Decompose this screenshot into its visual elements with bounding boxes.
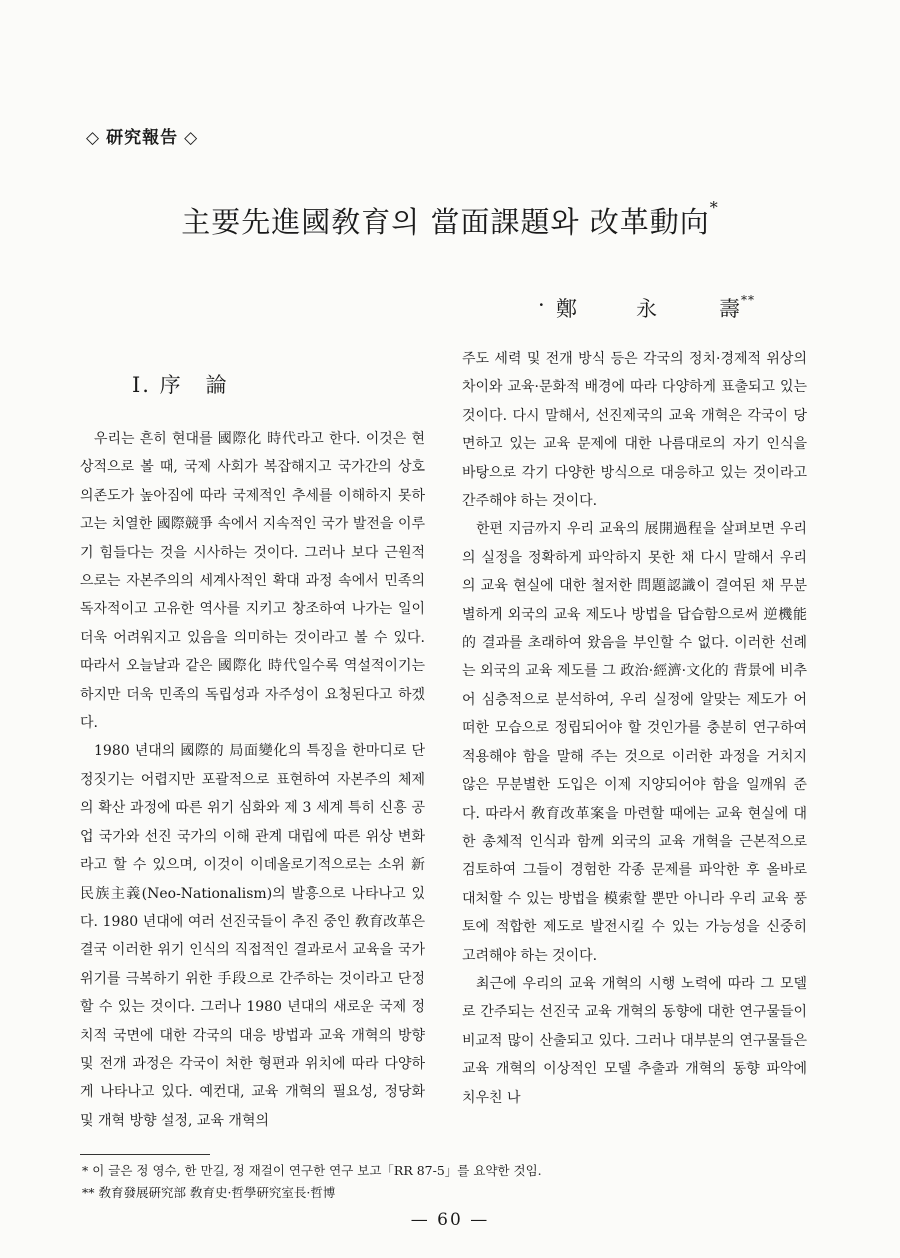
author-name-2: 永 [636,297,658,321]
body-paragraph: 한편 지금까지 우리 교육의 展開過程을 살펴보면 우리의 실정을 정확하게 파악하지 못한 채 다시 말해서 우리의 교육 현실에 대한 철저한 問題認識이 결여된 채 무분별하게 외국의 교육 제도나 방법을 답습함으로써 逆機能的 결과를 초래하여 왔음을 부인할 수 없다. 이러한 선례는 외국의 교육 제도를 그 政治·經濟·文化的 背景에 비추어 심층적으로 분석하여, 우리 실정에 알맞는 제도가 어떠한 모습으로 정립되어야 할 것인가를 충분히 연구하여 적용해야 함을 말해 주는 것으로 이러한 과정을 거치지 않은 무분별한 도입은 이제 지양되어야 함을 일깨워 준다. 따라서 敎育改革案을 마련할 때에는 교육 현실에 대한 총체적 인식과 함께 외국의 교육 개혁을 근본적으로 검토하여 그들이 경험한 각종 문제를 파악한 후 올바로 대처할 수 있는 방법을 模索할 뿐만 아니라 우리 교육 풍토에 적합한 제도로 발전시킬 수 있는 가능성을 신중히 고려해야 하는 것이다. [462,521,807,964]
footnotes [82,1160,802,1204]
diamond-right-icon: ◇ [184,128,199,148]
right-column [462,345,807,1112]
author-name-3: 壽** [719,293,755,321]
author-dot: · [538,293,546,317]
body-paragraph: 우리는 흔히 현대를 國際化 時代라고 한다. 이것은 현상적으로 볼 때, 국제 사회가 복잡해지고 국가간의 상호 의존도가 높아짐에 따라 국제적인 추세를 이해하지 못하고는 치열한 國際競爭 속에서 지속적인 국가 발전을 이루기 힘들다는 것을 시사하는 것이다. 그러나 보다 근원적으로는 자본주의의 세계사적인 확대 과정 속에서 민족의 독자적이고 고유한 역사를 지키고 창조하여 나가는 일이 더욱 어려워지고 있음을 의미하는 것이라고 볼 수 있다. 따라서 오늘날과 같은 國際化 時代일수록 역설적이기는 하지만 더욱 민족의 독립성과 자주성이 요청된다고 하겠다. [80,431,425,732]
body-paragraph: 최근에 우리의 교육 개혁의 시행 노력에 따라 그 모델로 간주되는 선진국 교육 개혁의 동향에 대한 연구물들이 비교적 많이 산출되고 있다. 그러나 대부분의 연구물들은 교육 개혁의 이상적인 모델 추출과 개혁의 동향 파악에 치우친 나 [462,975,807,1106]
body-paragraph: 1980 년대의 國際的 局面變化의 특징을 한마디로 단정짓기는 어렵지만 포괄적으로 표현하여 자본주의 체제의 확산 과정에 따른 위기 심화와 제 3 세계 특히 신흥 공업 국가와 선진 국가의 이해 관계 대립에 따른 위상 변화라고 할 수 있으며, 이것이 이데올로기적으로는 소위 新民族主義(Neo-Nationalism)의 발흥으로 나타나고 있다. 1980 년대에 여러 선진국들이 추진 중인 敎育改革은 결국 이러한 위기 인식의 직접적인 결과로서 교육을 국가 위기를 극복하기 위한 手段으로 간주하는 것이라고 단정할 수 있는 것이다. 그러나 1980 년대의 새로운 국제 정치적 국면에 대한 각국의 대응 방법과 교육 개혁의 방향 및 전개 과정은 각국이 처한 형편과 위치에 따라 다양하게 나타나고 있다. 예컨대, 교육 개혁의 필요성, 정당화 및 개혁 방향 설정, 교육 개혁의 [80,743,425,1129]
page-number: — 60 — [410,1210,490,1230]
report-category-label [80,123,204,148]
footnote-1: * 이 글은 정 영수, 한 만길, 정 재걸이 연구한 연구 보고「RR 87-5」를 요약한 것임. [82,1163,542,1178]
category-text: 研究報告 [106,128,179,148]
article-title [0,200,900,241]
author-name-1: 鄭 [556,297,578,321]
author-footnote-mark: ** [741,293,755,307]
diamond-left-icon: ◇ [86,128,101,148]
footnote-divider [80,1154,210,1155]
title-footnote-mark: * [709,198,719,217]
footnote-2: ** 敎育發展硏究部 敎育史·哲學硏究室長·哲博 [82,1185,336,1200]
left-column [80,345,425,1135]
body-paragraph: 주도 세력 및 전개 방식 등은 각국의 정치·경제적 위상의 차이와 교육·문화적 배경에 따라 다양하게 표출되고 있는 것이다. 다시 말해서, 선진제국의 교육 개혁은 각국이 당면하고 있는 교육 문제에 대한 나름대로의 자기 인식을 바탕으로 각기 다양한 방식으로 대응하고 있는 것이라고 간주해야 하는 것이다. [462,351,807,510]
section-heading: Ⅰ. 序 論 [132,373,229,397]
article-title-text: 主要先進國敎育의 當面課題와 改革動向 [181,205,710,239]
